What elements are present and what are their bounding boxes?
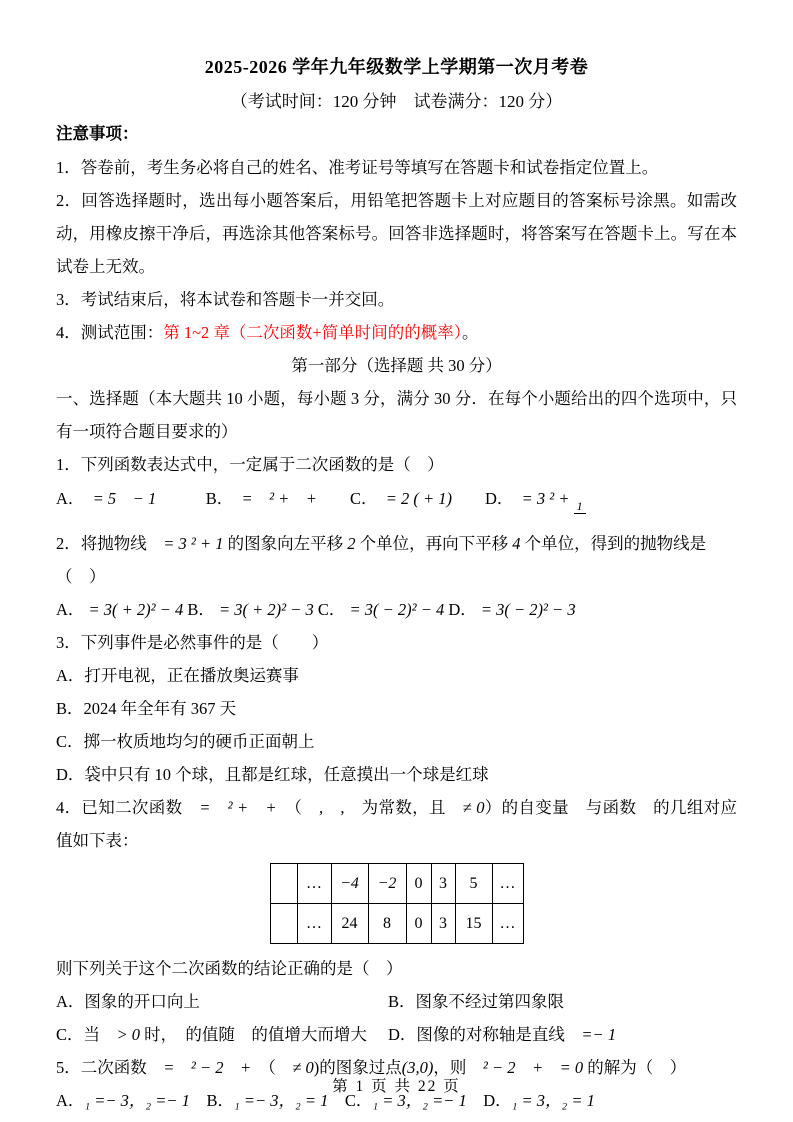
question-2-stem [56, 527, 737, 593]
text-run: 为常数，且 [361, 798, 446, 817]
text-run: 的图象向左平移 [227, 534, 348, 553]
question-3-option-a: A．打开电视，正在播放奥运赛事 [56, 666, 299, 685]
page-subtitle: （考试时间：120 分钟 试卷满分：120 分） [230, 92, 563, 111]
question-4-option-a: A．图象的开口向上 [56, 992, 200, 1011]
part1-intro: 一、选择题（本大题共 10 小题，每小题 3 分，满分 30 分．在每个小题给出的四个选项中，只有一项符合题目要求的） [56, 389, 737, 441]
math-expression: = 2 ( + 1) [369, 489, 452, 508]
header [56, 50, 737, 118]
question-3-option-b: B．2024 年全年有 367 天 [56, 699, 237, 718]
question-3-option-c: C．掷一枚质地均匀的硬币正面朝上 [56, 732, 315, 751]
table-row [270, 904, 523, 944]
question-4-option-c [56, 1018, 388, 1051]
math-expression: ₁ =− 3，₂ = 1 [233, 1091, 329, 1110]
table-cell [270, 864, 297, 904]
math-expression: = 3 ² + 1 [146, 534, 228, 553]
math-expression: ₁ = 3，₂ = 1 [511, 1091, 595, 1110]
math-expression: = 3( + 2)² − 3 [214, 600, 314, 619]
question-4-conclusion: 则下列关于这个二次函数的结论正确的是（ ） [56, 959, 403, 978]
math-expression: 4 [512, 534, 521, 553]
fraction-denominator [574, 514, 586, 527]
page-footer: 第 1 页 共 22 页 [332, 1078, 461, 1095]
text-run: C．当 [56, 1025, 101, 1044]
text-run: C． [344, 1091, 373, 1110]
text-run: ，则 [433, 1058, 467, 1077]
text-run: A． [56, 1091, 85, 1110]
part1-section [56, 349, 737, 1117]
notice-item-1: 1．答卷前，考生务必将自己的姓名、准考证号等填写在答题卡和试卷指定位置上。 [56, 158, 659, 177]
math-expression: (3,0) [401, 1058, 434, 1077]
text-run: （ [293, 798, 303, 817]
q4-value-table [270, 863, 524, 944]
math-expression: ≠ 0 [275, 1058, 314, 1077]
fraction [574, 500, 586, 527]
notice-item-4 [56, 316, 737, 349]
table-cell: … [297, 904, 331, 944]
table-cell: 0 [406, 904, 431, 944]
part1-heading: 第一部分（选择题 共 30 分） [291, 356, 502, 375]
notice-heading: 注意事项： [56, 125, 139, 143]
math-expression: ₁ =− 3，₂ =− 1 [84, 1091, 190, 1110]
text-run: 个单位，再向下平移 [355, 534, 513, 553]
table-cell: 3 [431, 864, 455, 904]
page-title: 2025-2026 学年九年级数学上学期第一次月考卷 [204, 57, 589, 77]
math-expression: = 3( − 2)² − 3 [476, 600, 576, 619]
notice-item-2: 2．回答选择题时，选出每小题答案后，用铅笔把答题卡上对应题目的答案标号涂黑。如需改动，用橡皮擦干净后，再选涂其他答案标号。回答非选择题时，将答案写在答题卡上。写在本试卷上无效。 [56, 191, 737, 276]
text-run: B． [205, 489, 225, 508]
text-run [317, 489, 350, 508]
math-expression: =− 1 [564, 1025, 617, 1044]
text-run: A． [56, 600, 85, 619]
table-cell: 5 [455, 864, 492, 904]
text-run: 4．测试范围： [56, 323, 164, 342]
math-expression: = ² + + [224, 489, 317, 508]
table-cell: … [492, 864, 523, 904]
text-run: 4．已知二次函数 [56, 798, 183, 817]
question-4-option-d [388, 1018, 737, 1051]
text-run: B． [206, 1091, 234, 1110]
text-run: A． [56, 489, 77, 508]
text-run: 。 [461, 323, 479, 342]
math-expression: 2 [347, 534, 356, 553]
math-expression: > 0 [100, 1025, 145, 1044]
text-run: C． [317, 600, 346, 619]
text-run: （ [267, 1058, 276, 1077]
question-1-options [56, 481, 737, 527]
table-cell: … [297, 864, 331, 904]
text-run: 的解为（ ） [587, 1058, 687, 1077]
text-run [156, 489, 206, 508]
math-expression: ≠ 0 [445, 798, 485, 817]
math-expression: = 5 − 1 [76, 489, 157, 508]
text-run [452, 489, 485, 508]
text-run: D． [483, 1091, 512, 1110]
question-3-stem: 3．下列事件是必然事件的是（ ） [56, 633, 329, 652]
table-cell: −2 [368, 864, 406, 904]
notice-section [56, 118, 737, 349]
math-expression: = ² + + [182, 798, 294, 817]
math-expression: = ² − 2 + [146, 1058, 268, 1077]
math-expression: , , [302, 798, 362, 817]
math-expression: = 3 ² + [505, 489, 574, 508]
text-run: 5．二次函数 [56, 1058, 147, 1077]
table-cell: −4 [331, 864, 368, 904]
question-2-options [56, 593, 737, 626]
text-run: 个单位，得到的抛物线是（ ） [56, 534, 707, 586]
text-run: ）的自变量 与函数 的几组对应值如下表： [56, 798, 738, 850]
table-cell: 24 [331, 904, 368, 944]
table-cell: 15 [455, 904, 492, 944]
question-3-option-d: D．袋中只有 10 个球，且都是红球，任意摸出一个球是红球 [56, 765, 489, 784]
text-run: 2．将抛物线 [56, 534, 147, 553]
table-row [270, 864, 523, 904]
text-run: D． [484, 489, 506, 508]
table-cell: 8 [368, 904, 406, 944]
text-run: 时， 的值随 的值增大而增大 [144, 1025, 367, 1044]
math-expression: = 3( + 2)² − 4 [84, 600, 184, 619]
table-cell [270, 904, 297, 944]
highlighted-text: 第 1~2 章（二次函数+简单时间的的概率） [163, 323, 462, 342]
question-4-option-b: B．图象不经过第四象限 [388, 992, 565, 1011]
text-run: C． [349, 489, 370, 508]
text-run: B． [187, 600, 215, 619]
question-4-stem [56, 791, 737, 857]
text-run: D． [448, 600, 477, 619]
math-expression: ² − 2 + = 0 [466, 1058, 588, 1077]
text-run: D．图像的对称轴是直线 [388, 1025, 565, 1044]
question-1-stem: 1．下列函数表达式中，一定属于二次函数的是（ ） [56, 455, 444, 474]
question-4-options-cd [56, 1018, 737, 1051]
table-cell: … [492, 904, 523, 944]
table-cell: 3 [431, 904, 455, 944]
math-expression: = 3( − 2)² − 4 [345, 600, 445, 619]
math-expression: ₁ = 3，₂ =− 1 [372, 1091, 467, 1110]
table-cell: 0 [406, 864, 431, 904]
notice-item-3: 3．考试结束后，将本试卷和答题卡一并交回。 [56, 290, 395, 309]
fraction-numerator: 1 [574, 500, 586, 514]
text-run: )的图象过点 [313, 1058, 402, 1077]
question-4-options-ab [56, 985, 737, 1018]
